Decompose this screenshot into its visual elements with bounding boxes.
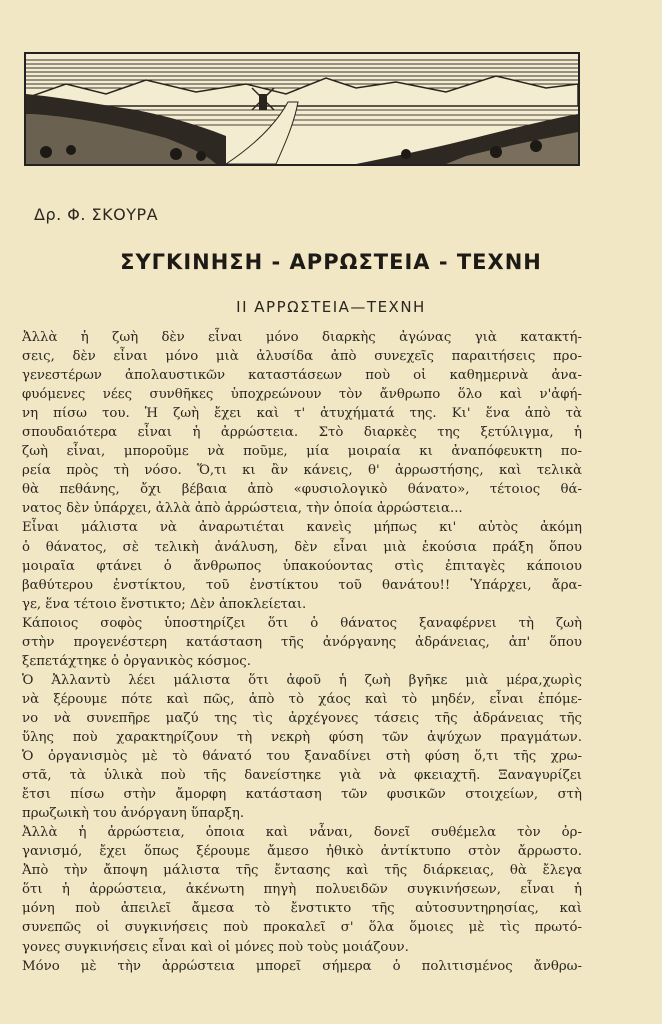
text-line: νατος δὲν ὑπάρχει, ἀλλὰ ἀπὸ ἀρρώστεια, τὴν ὁποία ἀρρώστεια... (22, 501, 463, 517)
text-line: γανισμό, ἔχει ὅπως ξέρουμε ἄμεσο ἠθικὸ ἀντίκτυπο στὸν ἄρρωστο. (22, 844, 582, 860)
text-line: ζωὴ εἶναι, μποροῦμε νὰ ποῦμε, μία μοιραία κι ἀναπόφευκτη πο- (22, 444, 582, 460)
article-title: ΣΥΓΚΙΝΗΣΗ - ΑΡΡΩΣΤΕΙΑ - ΤΕΧΝΗ (120, 250, 542, 274)
text-line: θὰ πεθάνης, ὄχι βέβαια ἀπὸ «φυσιολογικὸ θάνατο», τέτοιος θά- (22, 482, 582, 498)
text-line: στὴν προγενέστερη κατάσταση τῆς ἀνόργανης ἀδράνειας, ἀπ' ὅπου (22, 634, 582, 650)
text-line: Ἀλλὰ ἡ ἀρρώστεια, ὁποια καὶ νἆναι, δονεῖ συθέμελα τὸν ὀρ- (22, 825, 582, 841)
article-body (22, 328, 582, 976)
text-line: γε, ἕνα τέτοιο ἔνστικτο; Δὲν ἀποκλείεται. (22, 596, 307, 612)
text-line: συνεπῶς οἱ συγκινήσεις ποὺ προκαλεῖ σ' ὅλα ὅμοιες μὲ τὶς πρωτό- (22, 920, 582, 936)
text-line: μόνη ποὺ ἀπειλεῖ ἄμεσα τὸ ἔνστικτο τῆς αὐτοσυντηρησίας, καὶ (22, 901, 582, 917)
text-line: ὕλης ποὺ χαρακτηρίζουν τὴ νεκρὴ φύση τῶν ἀψύχων πραγμάτων. (22, 729, 582, 745)
text-line: Ἀπὸ τὴν ἄποψη μάλιστα τῆς ἔντασης καὶ τῆς διάρκειας, θὰ ἔλεγα (22, 863, 582, 879)
text-line: γενεστέρων ἀπολαυστικῶν καταστάσεων ποὺ οἱ καθημερινὰ ἀνα- (22, 368, 582, 384)
text-line: ρεία πρὸς τὴ νόσο. Ὅ,τι κι ἂν κάνεις, θ' ἀρρωστήσης, καὶ τελικὰ (22, 463, 582, 479)
text-line: σπουδαιότερα εἶναι ἡ ἀρρώστεια. Στὸ διαρκὲς της ξετύλιγμα, ἡ (22, 425, 582, 441)
text-line: Ἀλλὰ ἡ ζωὴ δὲν εἶναι μόνο διαρκὴς ἀγώνας γιὰ κατακτή- (22, 330, 582, 345)
text-line: Μόνο μὲ τὴν ἀρρώστεια μπορεῖ σήμερα ὁ πολιτισμένος ἄνθρω- (22, 958, 582, 974)
text-line: νο νὰ συνεπῆρε μαζύ της τὶς ἀρχέγονες τάσεις τῆς ἀδράνειας τῆς (22, 710, 582, 726)
text-line: Κάποιος σοφὸς ὑποστηρίζει ὅτι ὁ θάνατος ξαναφέρνει τὴ ζωὴ (22, 615, 582, 631)
text-line: νὰ ξέρουμε πότε καὶ πῶς, ἀπὸ τὸ χάος καὶ τὸ μηδέν, εἶναι ἑπόμε- (22, 691, 582, 707)
text-line: ξεπετάχτηκε ὁ ὀργανικὸς κόσμος. (22, 653, 251, 669)
text-line: μοιραῖα φτάνει ὁ ἄνθρωπος ὑπακούοντας στὶς ἐπιταγὲς κάποιου (22, 558, 582, 574)
landscape-drawing (26, 54, 578, 164)
text-line: Ὁ ὀργανισμὸς μὲ τὸ θάνατό του ξαναδίνει στὴ φύση ὅ,τι τῆς χρω- (22, 749, 582, 765)
text-line: ἔτσι πίσω στὴν ἄμορφη κατάσταση τῶν φυσικῶν στοιχείων, στὴ (22, 787, 582, 803)
text-line: φυόμενες νέες συνθῆκες ὑποχρεώνουν τὸν ἄνθρωπο ὅλο καὶ ν'ἀφή- (22, 387, 582, 403)
text-line: βαθύτερου ἐνστίκτου, τοῦ ἐνστίκτου τοῦ θανάτου!! Ὑπάρχει, ἄρα- (22, 577, 582, 593)
landscape-illustration (24, 52, 580, 166)
text-line: γονες συγκινήσεις εἶναι καὶ οἱ μόνες ποὺ τοὺς μοιάζουν. (22, 939, 409, 955)
text-line: ὁ θάνατος, σὲ τελικὴ ἀνάλυση, δὲν εἶναι μιὰ ἑκούσια πράξη ὅπου (22, 539, 582, 555)
text-line: σεις, δὲν εἶναι μόνο μιὰ ἀλυσίδα ἀπὸ συνεχεῖς παραιτήσεις προ- (22, 349, 582, 365)
text-line: Ὁ Ἀλλαντὺ λέει μάλιστα ὅτι ἀφοῦ ἡ ζωὴ βγῆκε μιὰ μέρα,χωρὶς (22, 672, 582, 688)
text-line: Εἶναι μάλιστα νὰ ἀναρωτιέται κανεὶς μήπως κι' αὐτὸς ἀκόμη (22, 520, 582, 536)
text-line: νη πίσω του. Ἡ ζωὴ ἔχει καὶ τ' ἀτυχήματά της. Κι' ἕνα ἀπὸ τὰ (22, 406, 582, 422)
section-subtitle: II ΑΡΡΩΣΤΕΙΑ—ΤΕΧΝΗ (236, 298, 426, 316)
text-line: πρωζωικὴ του ἀνόργανη ὕπαρξη. (22, 806, 245, 822)
author-byline: Δρ. Φ. ΣΚΟΥΡΑ (34, 205, 159, 224)
text-line: ὅτι ἡ ἀρρώστεια, ἀκένωτη πηγὴ πολυειδῶν συγκινήσεων, εἶναι ἡ (22, 882, 582, 898)
text-line: στᾶ, τὰ ὑλικὰ ποὺ τῆς δανείστηκε γιὰ νὰ φκειαχτῆ. Ξαναγυρίζει (22, 768, 582, 784)
